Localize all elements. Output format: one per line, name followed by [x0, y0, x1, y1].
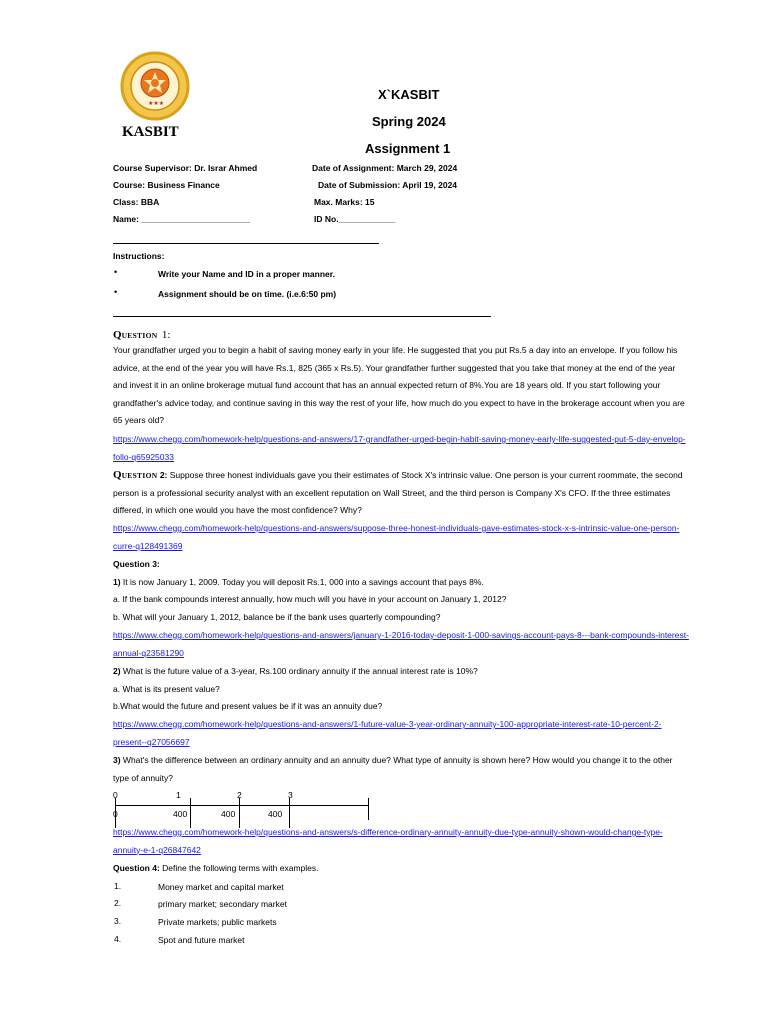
- question-1-label: QUESTION 1:: [113, 329, 171, 341]
- question-2-link[interactable]: https://www.chegg.com/homework-help/questions-and-answers/suppose-three-honest-individuals-gave-estimates-stock-x-s-intrinsic-value-one-person- curre-q128491369: [113, 523, 680, 551]
- course-name: Course: Business Finance: [113, 180, 220, 190]
- timeline-period: 0: [113, 790, 118, 800]
- student-id-field: ID No.____________: [314, 214, 396, 224]
- list-item: Spot and future market: [158, 935, 245, 945]
- list-item: primary market; secondary market: [158, 899, 287, 909]
- timeline-axis: [115, 805, 369, 806]
- logo-emblem: [110, 50, 200, 122]
- bullet-icon: •: [114, 267, 118, 277]
- instruction-item: Write your Name and ID in a proper manner.: [158, 269, 335, 279]
- list-item-number: 4.: [114, 934, 122, 944]
- question-3-part-2: 2) What is the future value of a 3-year, Rs.100 ordinary annuity if the annual interest rate is 10%? a. What is its present value? b.What would the future and present values be if it was an annuity due?: [113, 666, 478, 711]
- timeline-payment: 400: [173, 809, 188, 819]
- question-1-link[interactable]: https://www.chegg.com/homework-help/questions-and-answers/17-grandfather-urged-begin-habit-saving-money-early-life-suggested-put-5-day-envelop- follo-q65925033: [113, 434, 686, 462]
- instruction-item: Assignment should be on time. (i.e.6:50 pm): [158, 289, 337, 299]
- divider-line: [113, 316, 491, 317]
- list-item: Money market and capital market: [158, 882, 284, 892]
- timeline-payment: 400: [268, 809, 283, 819]
- list-item-number: 2.: [114, 898, 122, 908]
- term-title: Spring 2024: [372, 114, 446, 129]
- list-item: Private markets; public markets: [158, 917, 277, 927]
- question-3-part-2-link[interactable]: https://www.chegg.com/homework-help/questions-and-answers/1-future-value-3-year-ordinary-annuity-100-appropriate-interest-rate-10-percent-2- present--q27056697: [113, 719, 662, 747]
- max-marks: Max. Marks: 15: [314, 197, 375, 207]
- timeline-period: 3: [288, 790, 293, 800]
- class-name: Class: BBA: [113, 197, 160, 207]
- question-4-heading: Question 4: Define the following terms with examples.: [113, 863, 319, 873]
- date-of-assignment: Date of Assignment: March 29, 2024: [312, 163, 458, 173]
- timeline-period: 1: [176, 790, 181, 800]
- bullet-icon: •: [114, 287, 118, 297]
- timeline-cell-zero: 0: [113, 809, 118, 819]
- date-of-submission: Date of Submission: April 19, 2024: [318, 180, 458, 190]
- institute-logo: [110, 50, 200, 148]
- list-item-number: 3.: [114, 916, 122, 926]
- list-item-number: 1.: [114, 881, 122, 891]
- student-name-field: Name: _______________________: [113, 214, 251, 224]
- logo-text: KASBIT: [122, 124, 179, 140]
- timeline-payment: 400: [221, 809, 236, 819]
- timeline-period: 2: [237, 790, 242, 800]
- question-3: Question 3: 1) It is now January 1, 2009. Today you will deposit Rs.1, 000 into a savings account that pays 8%. a. If the bank compounds interest annually, how much will you have in your account on January 1, 2012? b. What will your January 1, 2012, balance be if the bank uses quarterly compounding?: [113, 556, 506, 626]
- svg-text:★★★: ★★★: [148, 100, 165, 107]
- divider-line: [113, 243, 379, 244]
- timeline-tick: [368, 798, 369, 820]
- question-1-text: Your grandfather urged you to begin a habit of saving money early in your life. He suggested that you put Rs.5 a day into an envelope. If you follow his advice, at the end of the year you will have Rs.1, 825 (365 x Rs.5). Your grandfather further suggested that you take that money at the end of the year and invest it in an online brokerage mutual fund account that has an annual expected return of 8%.You are 18 years old. If you start following your grandfather's advice today, and continue saving in this way the rest of your life, how much do you expect to have in the brokerage account when you are 65 years old?: [113, 345, 685, 425]
- question-3-heading: Question 3:: [113, 559, 160, 569]
- document-title: X`KASBIT: [378, 87, 440, 102]
- question-2-text: QUESTION 2: Suppose three honest individuals gave you their estimates of Stock X's intrinsic value. One person is your current roommate, the second person is a professional security analyst with an excellent reputation on Wall Street, and the third person is Company X's CFO. If the three estimates differed, in which one would you have the most confidence? Why?: [113, 469, 683, 515]
- question-3-part-3-link[interactable]: https://www.chegg.com/homework-help/questions-and-answers/s-difference-ordinary-annuity-annuity-due-type-annuity-shown-would-change-type- annuity-e-1-q26847642: [113, 827, 663, 855]
- assignment-title: Assignment 1: [365, 141, 451, 156]
- course-supervisor: Course Supervisor: Dr. Israr Ahmed: [113, 163, 258, 173]
- instructions-heading: Instructions:: [113, 251, 165, 261]
- question-3-part-3: 3) What's the difference between an ordinary annuity and an annuity due? What type of annuity is shown here? How would you change it to the other type of annuity?: [113, 755, 673, 783]
- question-3-part-1-link[interactable]: https://www.chegg.com/homework-help/questions-and-answers/january-1-2016-today-deposit-1-000-savings-account-pays-8---bank-compounds-interest- annual-q23581290: [113, 630, 689, 658]
